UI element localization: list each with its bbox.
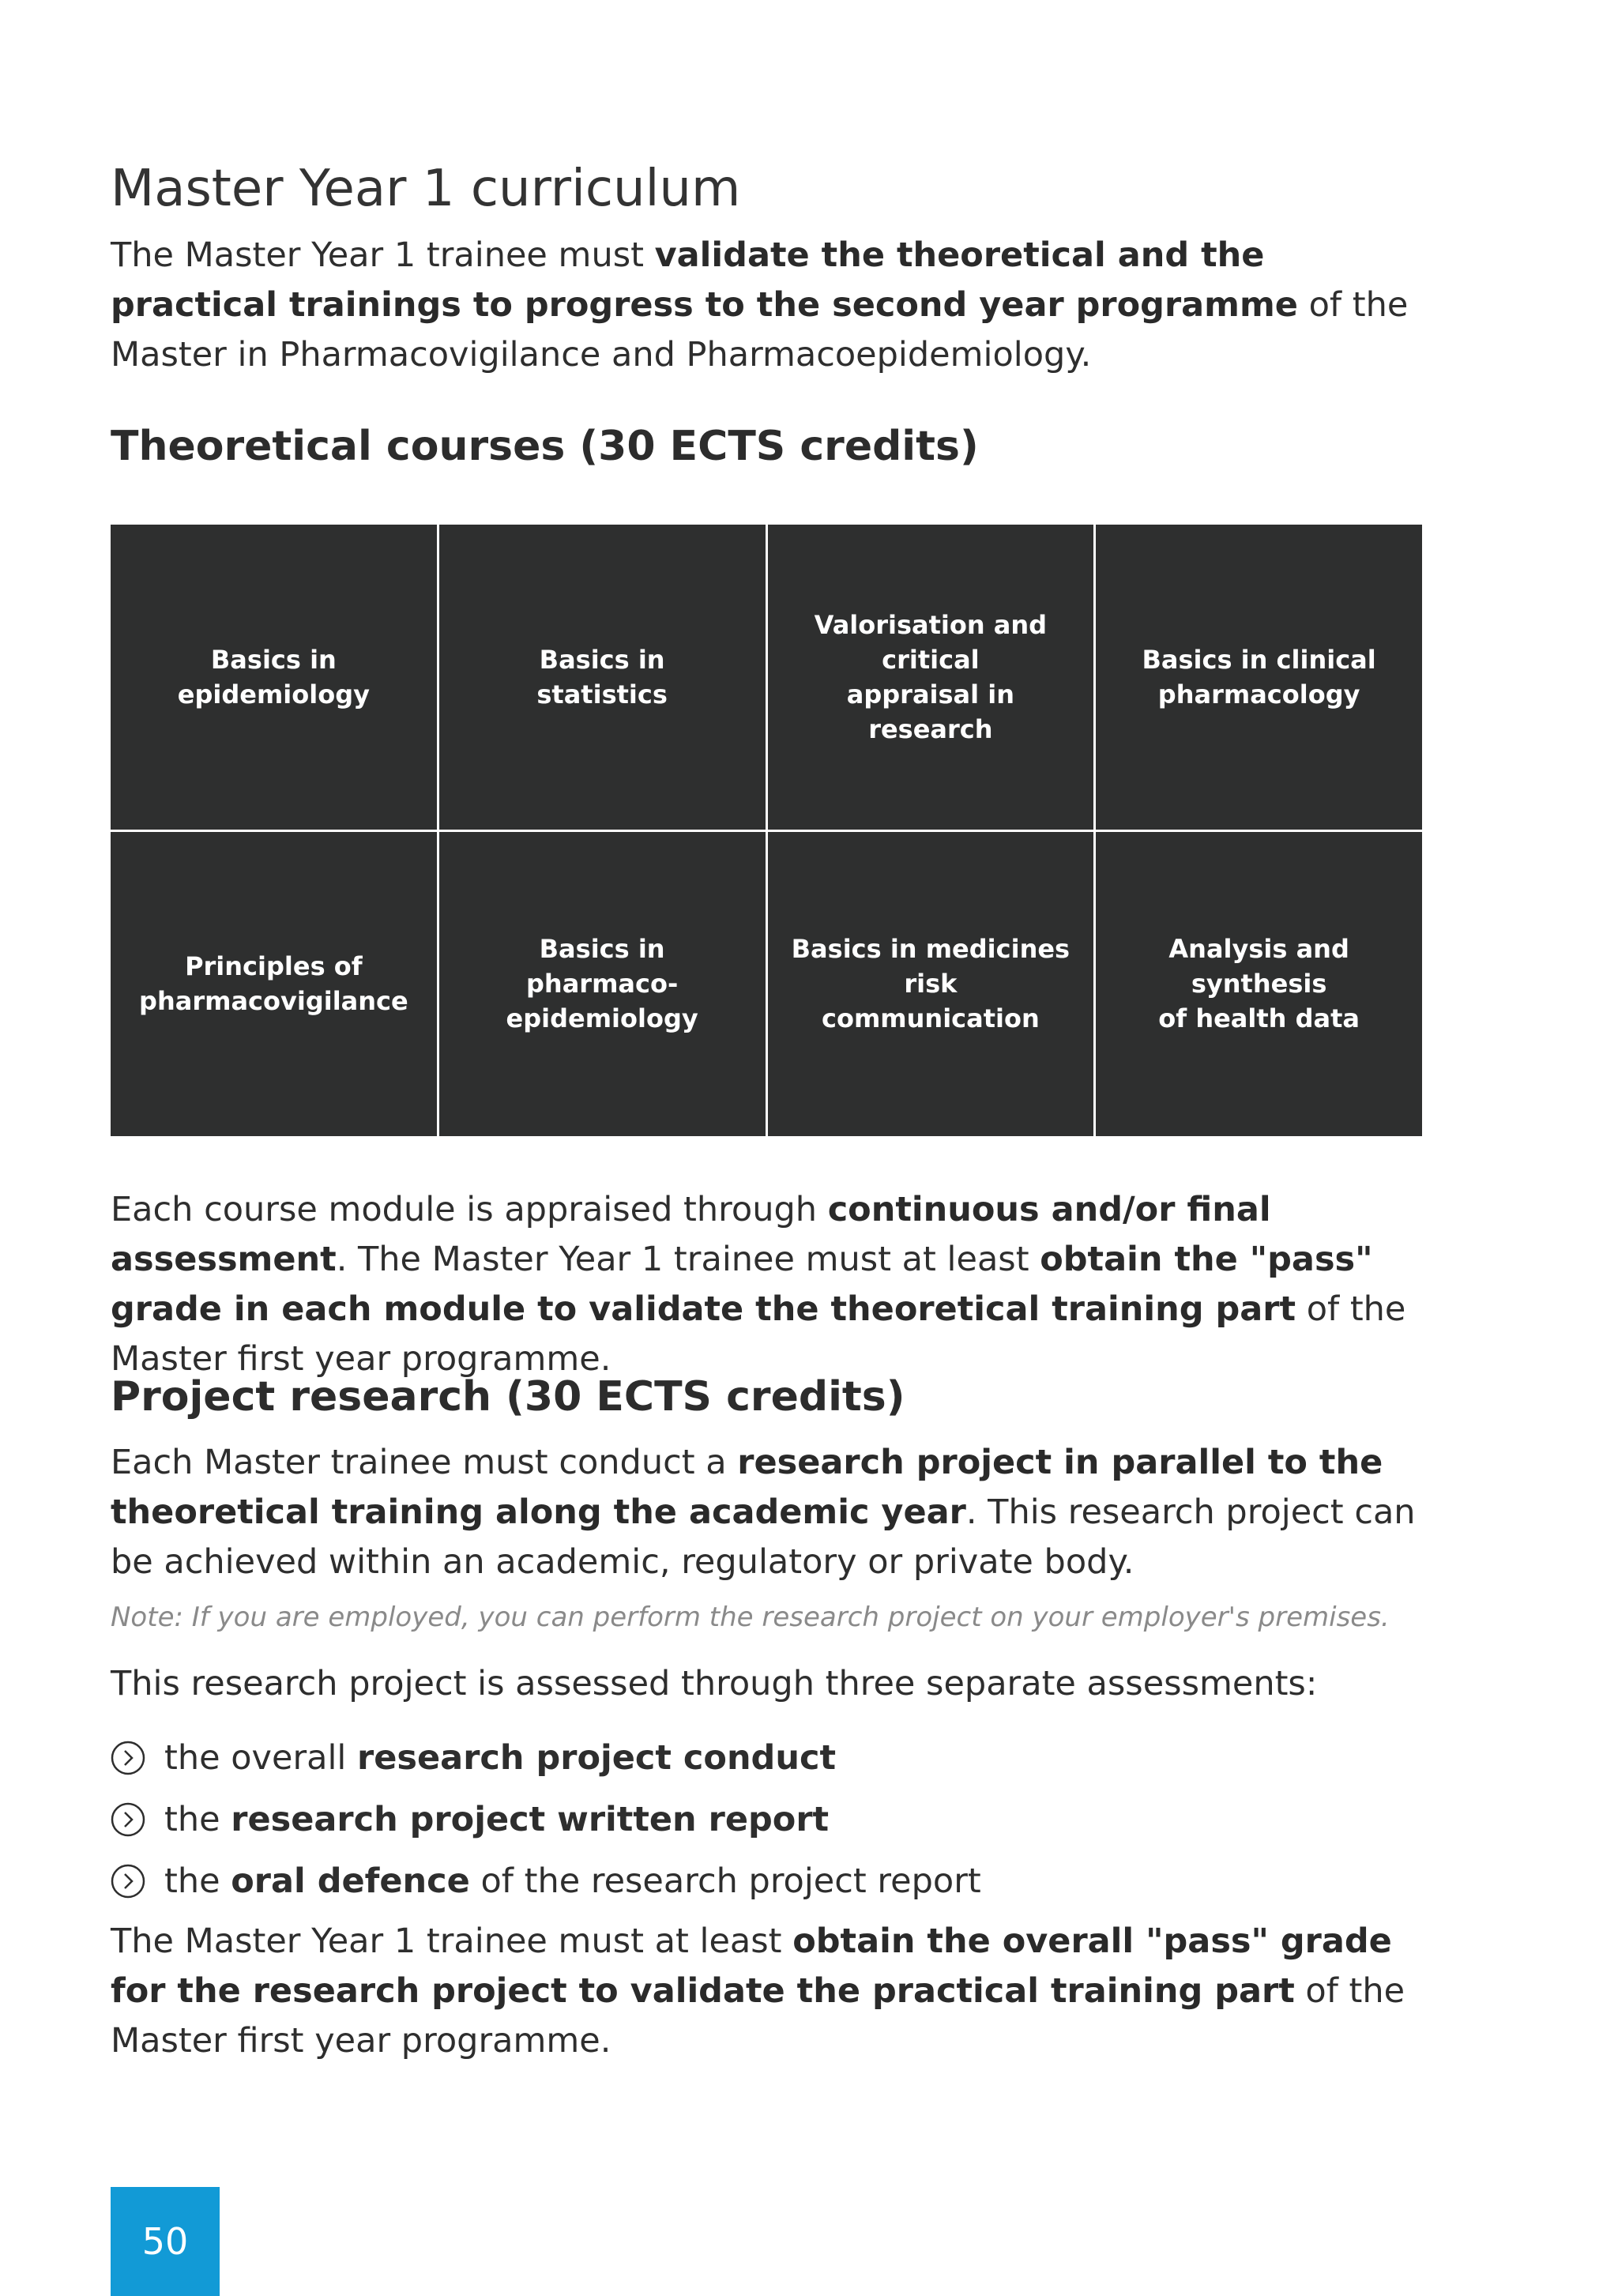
bullet-text-post: of the research project report: [469, 1861, 981, 1901]
assessment-bold-2: obtain the "pass" grade in each module to validate the theoretical training part: [111, 1240, 1373, 1329]
employment-note: Note: If you are employed, you can perform the research project on your employer's premises.: [111, 1602, 1390, 1633]
courses-grid: [111, 525, 1422, 1136]
three-assessments-intro: This research project is assessed through three separate assessments:: [111, 1664, 1318, 1703]
course-cell: [439, 525, 766, 830]
list-item: [111, 1789, 981, 1850]
course-label: Basics in epidemiology: [177, 644, 370, 710]
bullet-text-pre: the: [164, 1800, 231, 1839]
assessment-paragraph: [111, 1185, 1422, 1384]
page-title: Master Year 1 curriculum: [111, 160, 741, 218]
final-paragraph: [111, 1917, 1422, 2066]
bullet-text-pre: the: [164, 1861, 231, 1901]
course-cell: [111, 832, 437, 1137]
intro-paragraph: [111, 231, 1422, 380]
assessment-text-2: . The Master Year 1 trainee must at least: [336, 1240, 1040, 1279]
course-cell: [1096, 525, 1422, 830]
project-paragraph: [111, 1438, 1422, 1587]
project-text-1: Each Master trainee must conduct a: [111, 1443, 738, 1482]
list-item: [111, 1850, 981, 1912]
page-number-badge: [111, 2187, 220, 2296]
course-cell: [768, 832, 1094, 1137]
course-label: Basics in statistics: [536, 644, 668, 710]
course-label: Analysis and synthesis of health data: [1158, 934, 1360, 1034]
theoretical-courses-heading: Theoretical courses (30 ECTS credits): [111, 423, 979, 470]
assessment-list: [111, 1727, 981, 1912]
page-number: 50: [141, 2220, 189, 2263]
bullet-text-bold: oral defence: [231, 1861, 470, 1901]
bullet-text-bold: research project written report: [231, 1800, 830, 1839]
final-bold-1: obtain the overall "pass" grade for the research project to validate the practical training part: [111, 1921, 1392, 2011]
course-label: Basics in medicines risk communication: [791, 934, 1071, 1034]
course-cell: [439, 832, 766, 1137]
chevron-circle-icon: [111, 1741, 145, 1775]
course-label: Valorisation and critical appraisal in research: [814, 609, 1048, 744]
project-text-2: . This research project can be achieved within an academic, regulatory or private body.: [111, 1492, 1416, 1582]
bullet-text-bold: research project conduct: [357, 1738, 836, 1778]
final-text-1: The Master Year 1 trainee must at least: [111, 1921, 793, 1961]
assessment-text-3: of the Master first year programme.: [111, 1289, 1406, 1379]
chevron-circle-icon: [111, 1802, 145, 1837]
assessment-text-1: Each course module is appraised through: [111, 1190, 828, 1229]
chevron-circle-icon: [111, 1864, 145, 1899]
list-item: [111, 1727, 981, 1789]
course-cell: [111, 525, 437, 830]
course-label: Basics in pharmaco- epidemiology: [506, 934, 698, 1034]
course-cell: [768, 525, 1094, 830]
final-text-2: of the Master first year programme.: [111, 1971, 1405, 2061]
project-bold-1: research project in parallel to the theoretical training along the academic year: [111, 1443, 1383, 1532]
course-label: Principles of pharmacovigilance: [139, 951, 408, 1017]
assessment-bold-1: continuous and/or final assessment: [111, 1190, 1271, 1279]
course-cell: [1096, 832, 1422, 1137]
intro-text-2: of the Master in Pharmacovigilance and Pharmacoepidemiology.: [111, 285, 1409, 375]
course-label: Basics in clinical pharmacology: [1142, 644, 1376, 710]
intro-text-1: The Master Year 1 trainee must: [111, 235, 655, 275]
intro-bold-1: validate the theoretical and the practical trainings to progress to the second year programme: [111, 235, 1298, 325]
project-research-heading: Project research (30 ECTS credits): [111, 1373, 905, 1421]
bullet-text-pre: the overall: [164, 1738, 358, 1778]
